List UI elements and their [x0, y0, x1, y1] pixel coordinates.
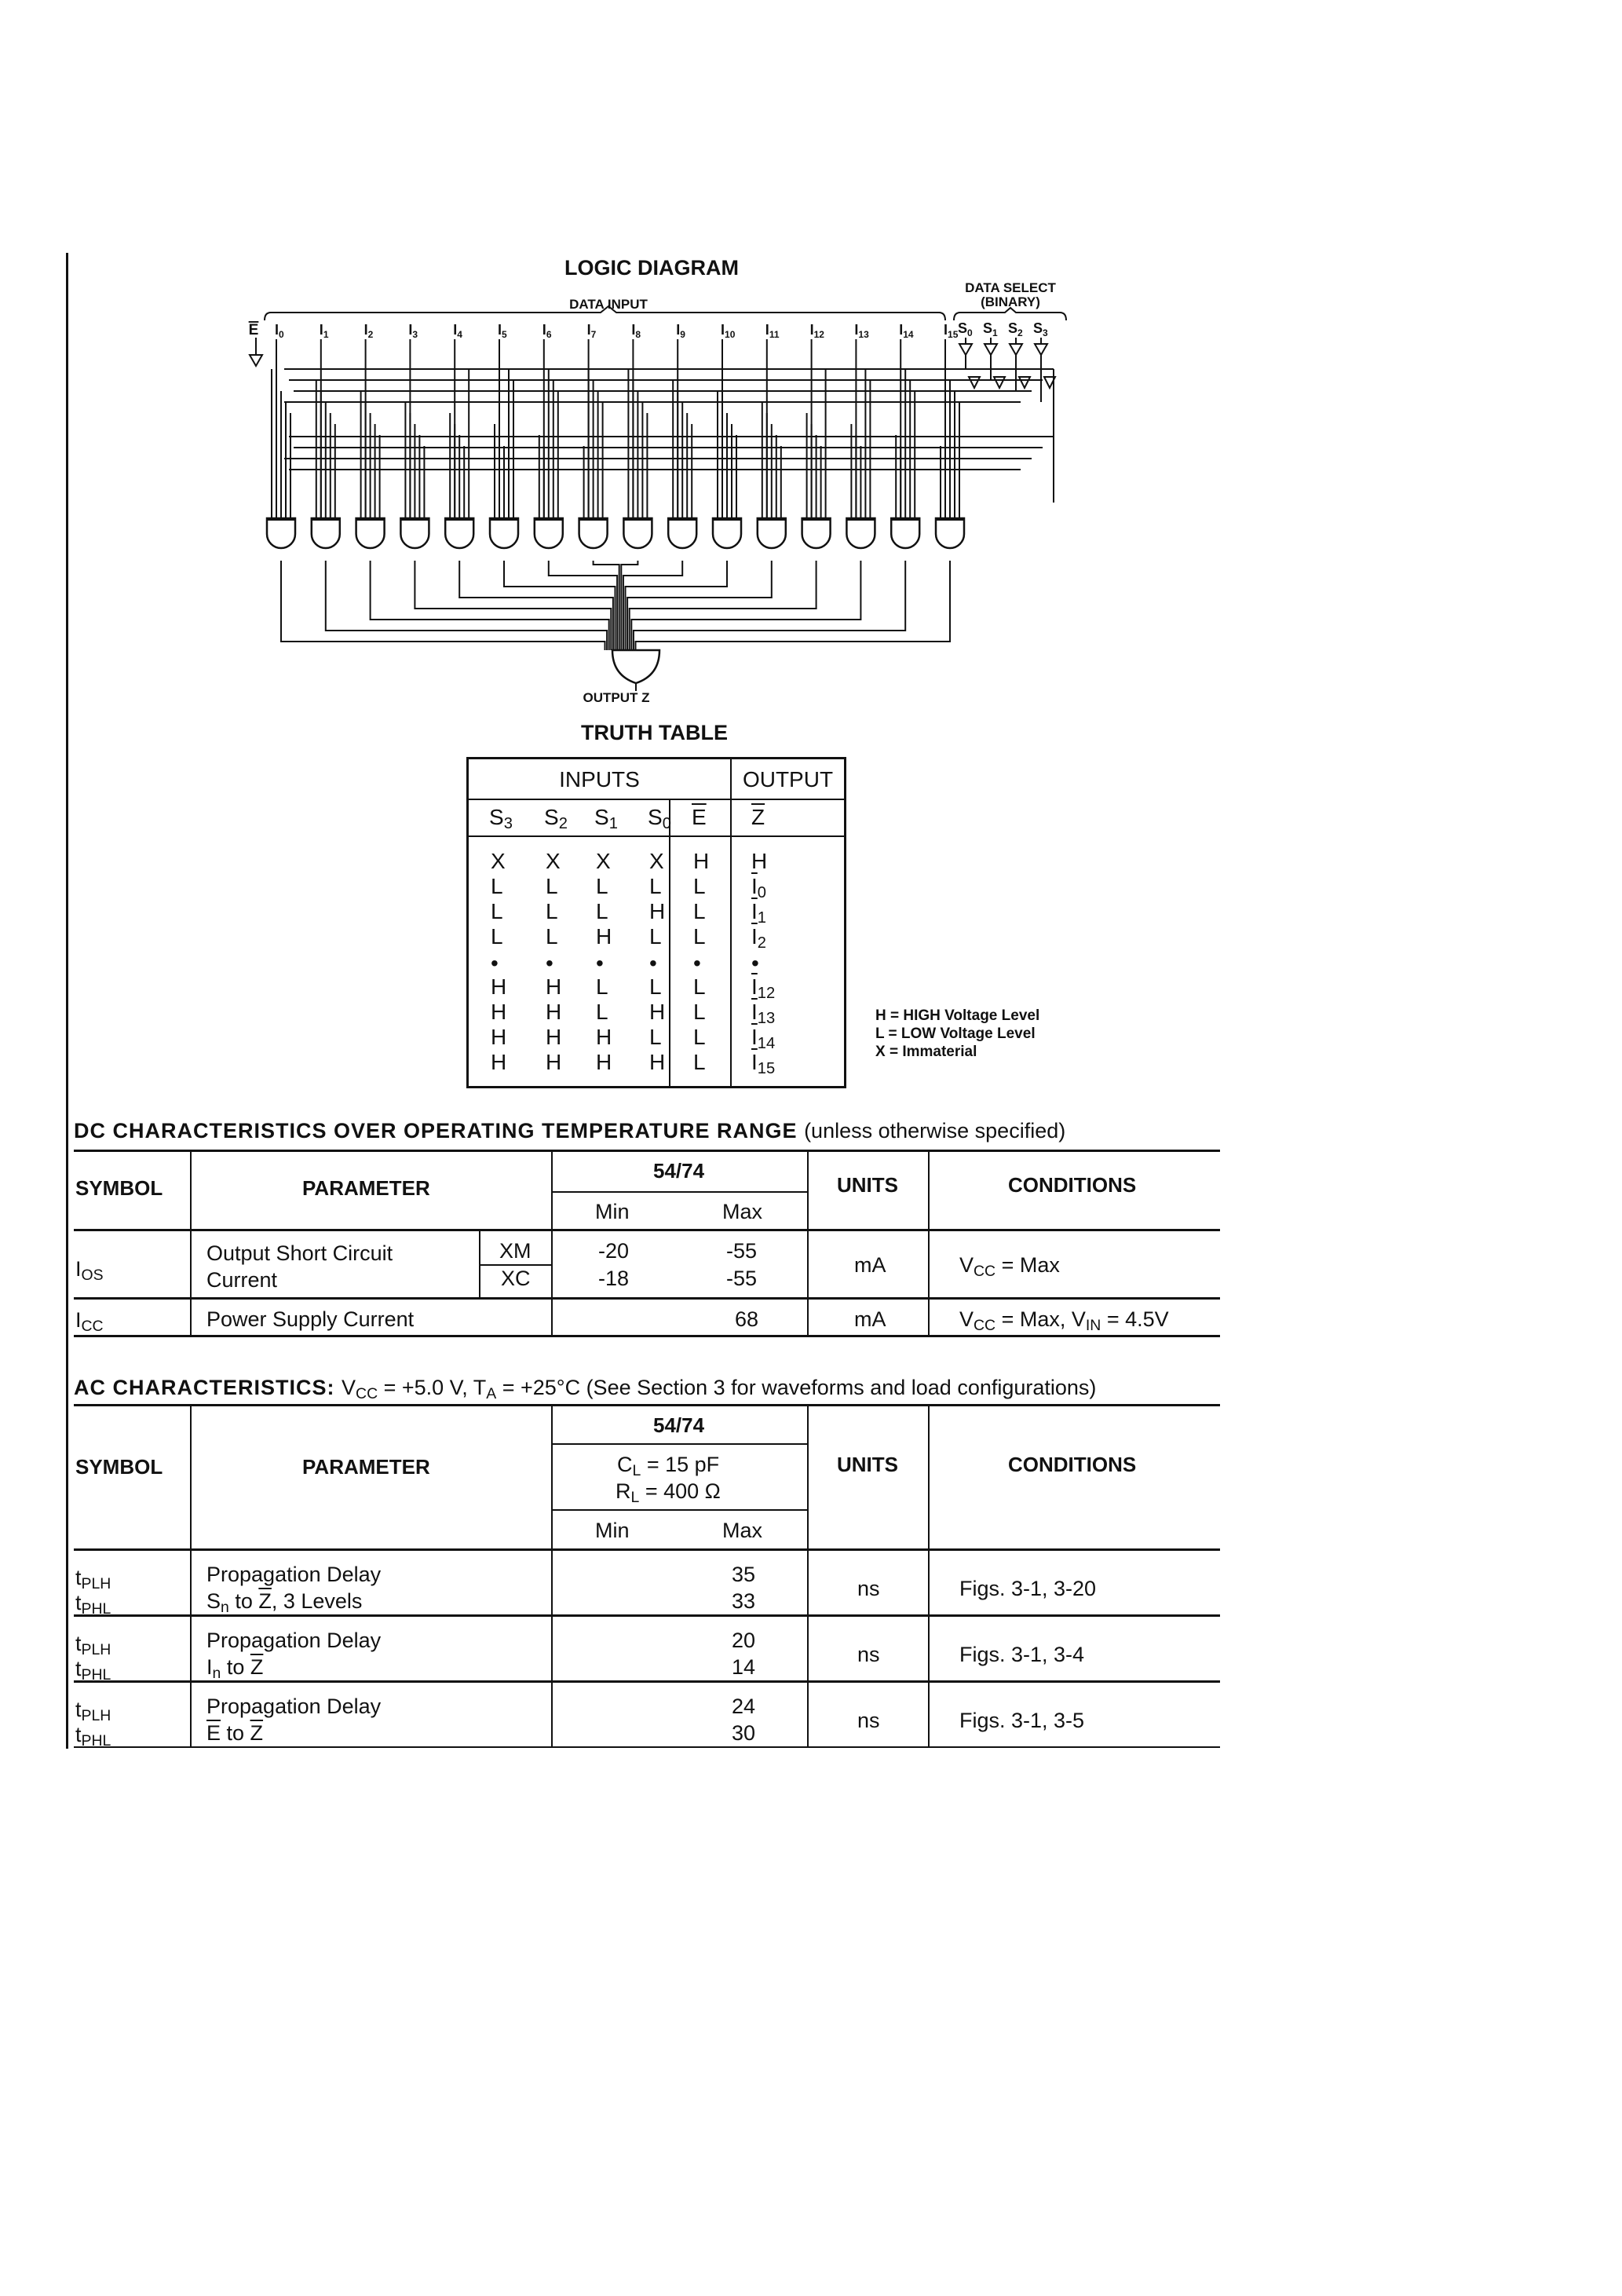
and-gate-6	[535, 518, 563, 548]
dc-parameter-header: PARAMETER	[302, 1176, 430, 1200]
select-inverter-1	[994, 377, 1005, 388]
tt-col-s0: $S_0$	[648, 805, 671, 833]
tt-cell: H	[546, 974, 562, 999]
ac-cl: $C_L = 15$ pF	[617, 1453, 720, 1479]
dc-xm-min: -20	[598, 1239, 630, 1263]
ac-title-note: $V_{CC} = +5.0$ V, $T_A = +25^\circ C$ (See Section 3 for waveforms and load configurations)	[342, 1376, 1097, 1402]
ac-row-0-max2: 33	[732, 1589, 756, 1613]
output-or-gate	[612, 650, 659, 683]
ac-row-2-sym2: $t_{PHL}$	[75, 1723, 111, 1749]
tt-cell: •	[491, 951, 499, 975]
and-gate-12	[802, 518, 831, 548]
ac-symbol-header: SYMBOL	[75, 1455, 163, 1479]
ac-row-1-param2: $I_n$ to $\overline{Z}$	[206, 1655, 264, 1682]
and-gate-8	[623, 518, 652, 548]
and-gate-15	[936, 518, 964, 548]
data-input-label: DATA INPUT	[569, 297, 648, 312]
dc-icc-conditions: $V_{CC}$ = Max, $V_{IN} = 4.5V$	[959, 1307, 1169, 1334]
tt-header-rule	[469, 799, 844, 800]
tt-cell: H	[596, 1025, 612, 1049]
and-gate-0	[267, 518, 295, 548]
and-gate-11	[758, 518, 786, 548]
dc-units-header: UNITS	[837, 1173, 898, 1197]
tt-cell: L	[693, 1025, 706, 1049]
input-label-15: $I_{15}$	[944, 322, 959, 340]
ac-title-text: AC CHARACTERISTICS:	[74, 1376, 335, 1399]
tt-cell: L	[649, 924, 662, 949]
tt-cell: $\overline{I}_{14}$	[751, 1025, 776, 1053]
ac-row-2-param1: Propagation Delay	[206, 1695, 382, 1718]
tt-cell: •	[751, 951, 759, 975]
select-buffer-2	[1010, 344, 1022, 355]
tt-col-s2: $S_2$	[544, 805, 568, 833]
gate-output-11	[627, 561, 772, 650]
and-gate-3	[400, 518, 429, 548]
tt-cell: H	[596, 924, 612, 949]
dc-vline-1	[190, 1150, 192, 1335]
tt-col-e: $\overline{E}$	[692, 805, 707, 829]
input-label-6: $I_6$	[542, 322, 552, 340]
dc-vline-3	[807, 1150, 809, 1335]
select-buffer-3	[1035, 344, 1047, 355]
dc-vline-2	[551, 1150, 553, 1335]
tt-cell: L	[596, 899, 608, 923]
wiring	[250, 338, 1054, 650]
input-label-4: $I_4$	[453, 322, 462, 340]
tt-cell: H	[491, 1000, 507, 1024]
gate-output-4	[459, 561, 613, 650]
input-label-7: $I_7$	[586, 322, 597, 340]
ac-row-2-units: ns	[857, 1709, 880, 1732]
ac-load-rule	[551, 1509, 807, 1511]
dc-ios-param-1: Output Short Circuit	[206, 1241, 393, 1265]
tt-cell: H	[751, 849, 768, 873]
ac-row-0-param2: $S_n$ to $\overline{Z}$, 3 Levels	[206, 1589, 363, 1616]
ac-row-1-conditions: Figs. 3-1, 3-4	[959, 1643, 1085, 1666]
input-labels	[275, 322, 959, 340]
ac-row-2-sym1: $t_{PLH}$	[75, 1698, 111, 1724]
ac-row-0-param1: Propagation Delay	[206, 1563, 382, 1586]
and-gate-2	[356, 518, 385, 548]
dc-xm-max: -55	[726, 1239, 758, 1263]
ac-units-header: UNITS	[837, 1453, 898, 1476]
tt-cell: L	[491, 874, 503, 898]
dc-xc: XC	[501, 1267, 531, 1290]
input-label-10: $I_{10}$	[721, 322, 736, 340]
tt-col-rule	[469, 835, 844, 837]
dc-bottom-rule	[74, 1335, 1220, 1337]
tt-col-s3: $S_3$	[489, 805, 513, 833]
dc-ios-conditions: $V_{CC}$ = Max	[959, 1253, 1060, 1280]
tt-cell: $\overline{I}_{13}$	[751, 1000, 776, 1028]
tt-cell: L	[649, 874, 662, 898]
tt-cell: L	[491, 899, 503, 923]
ac-row-0-sym1: $t_{PLH}$	[75, 1566, 111, 1592]
select-label-2: $S_2$	[1008, 320, 1023, 338]
ac-row-1-sym1: $t_{PLH}$	[75, 1632, 111, 1658]
tt-cell: L	[693, 874, 706, 898]
ac-row-2-conditions: Figs. 3-1, 3-5	[959, 1709, 1085, 1732]
tt-cell: H	[649, 899, 666, 923]
tt-cell: •	[546, 951, 553, 975]
input-label-11: $I_{11}$	[765, 322, 780, 340]
legend-low: L = LOW Voltage Level	[875, 1026, 1036, 1042]
ac-vline-3	[807, 1404, 809, 1746]
ac-vline-1	[190, 1404, 192, 1746]
dc-title	[74, 1119, 1065, 1143]
tt-cell: •	[693, 951, 701, 975]
gate-output-1	[326, 561, 607, 650]
select-buffer-0	[959, 344, 972, 355]
tt-cell: •	[649, 951, 657, 975]
legend-immaterial: X = Immaterial	[875, 1044, 977, 1060]
gate-output-3	[415, 561, 611, 650]
and-gate-7	[579, 518, 608, 548]
input-label-9: $I_9$	[676, 322, 685, 340]
gate-output-13	[631, 561, 860, 650]
tt-cell: H	[491, 1050, 507, 1074]
tt-cell: L	[693, 924, 706, 949]
tt-cell: L	[546, 924, 558, 949]
gate-output-14	[634, 561, 905, 650]
logic-diagram	[0, 0, 1622, 738]
dc-icc-units: mA	[854, 1307, 886, 1331]
tt-cell: L	[491, 924, 503, 949]
ac-range-rule	[551, 1443, 807, 1445]
select-label-3: $S_3$	[1033, 320, 1048, 338]
tt-cell: $\overline{I}_{12}$	[751, 974, 776, 1003]
dc-range-header: 54/74	[653, 1159, 705, 1183]
and-gate-5	[490, 518, 518, 548]
enable-buffer	[250, 355, 262, 366]
tt-cell: L	[649, 974, 662, 999]
input-label-8: $I_8$	[631, 322, 641, 340]
dc-header-bottom-rule	[74, 1229, 1220, 1231]
dc-ios-param-2: Current	[206, 1268, 278, 1292]
dc-conditions-header: CONDITIONS	[1008, 1173, 1137, 1197]
tt-cell: L	[693, 1050, 706, 1074]
dc-icc-parameter: Power Supply Current	[206, 1307, 415, 1331]
tt-output-header: OUTPUT	[742, 767, 834, 792]
tt-cell: L	[649, 1025, 662, 1049]
ac-title	[74, 1376, 1096, 1403]
tt-cell: L	[546, 899, 558, 923]
tt-cell: H	[596, 1050, 612, 1074]
input-label-3: $I_3$	[408, 322, 418, 340]
tt-cell: $\overline{I}_0$	[751, 874, 766, 902]
gate-output-0	[281, 561, 605, 650]
dc-xc-min: -18	[598, 1267, 630, 1290]
tt-cell: H	[693, 849, 710, 873]
legend-high: H = HIGH Voltage Level	[875, 1007, 1040, 1024]
ac-header-bottom-rule	[74, 1548, 1220, 1551]
tt-cell: X	[596, 849, 611, 873]
tt-cell: H	[649, 1000, 666, 1024]
select-buffer-1	[985, 344, 997, 355]
tt-cell: H	[649, 1050, 666, 1074]
data-select-brace	[954, 308, 1066, 320]
and-gate-1	[312, 518, 340, 548]
ac-row-2-max2: 30	[732, 1721, 756, 1745]
ac-row-0-conditions: Figs. 3-1, 3-20	[959, 1577, 1097, 1600]
ac-row-0-sym2: $t_{PHL}$	[75, 1591, 111, 1618]
ac-parameter-header: PARAMETER	[302, 1455, 430, 1479]
ac-vline-4	[928, 1404, 930, 1746]
input-label-0: $I_0$	[275, 322, 284, 340]
dc-title-text: DC CHARACTERISTICS OVER OPERATING TEMPERATURE RANGE	[74, 1119, 798, 1143]
tt-cell: $\overline{I}_2$	[751, 924, 766, 952]
ac-min-header: Min	[595, 1519, 630, 1542]
ac-row-2-param2: $\overline{E}$ to $\overline{Z}$	[206, 1721, 264, 1745]
ac-row-0-units: ns	[857, 1577, 880, 1600]
select-label-1: $S_1$	[983, 320, 998, 338]
tt-cell: L	[546, 874, 558, 898]
ac-row-2-max1: 24	[732, 1695, 756, 1718]
tt-col-z: $\overline{Z}$	[751, 805, 765, 829]
input-label-12: $I_{12}$	[809, 322, 824, 340]
tt-col-s1: $S_1$	[594, 805, 618, 833]
and-gate-10	[713, 518, 741, 548]
input-label-2: $I_2$	[363, 322, 374, 340]
dc-symbol-header: SYMBOL	[75, 1176, 163, 1200]
ac-max-header: Max	[722, 1519, 763, 1542]
ac-row-1-sym2: $t_{PHL}$	[75, 1657, 111, 1684]
truth-table	[466, 757, 846, 1088]
dc-xm: XM	[499, 1239, 532, 1263]
ac-row-1-max1: 20	[732, 1629, 756, 1652]
tt-cell: $\overline{I}_1$	[751, 899, 766, 927]
tt-cell: L	[596, 874, 608, 898]
tt-cell: L	[693, 1000, 706, 1024]
gate-output-5	[504, 561, 616, 650]
enable-label: E	[248, 322, 259, 338]
select-label-0: $S_0$	[958, 320, 973, 338]
tt-output-divider	[730, 759, 732, 1086]
dc-xc-max: -55	[726, 1267, 758, 1290]
input-label-1: $I_1$	[319, 322, 329, 340]
tt-cell: X	[649, 849, 664, 873]
truth-table-title: TRUTH TABLE	[581, 721, 728, 744]
binary-label: (BINARY)	[981, 294, 1040, 309]
tt-cell: H	[491, 1025, 507, 1049]
tt-cell: H	[491, 974, 507, 999]
input-label-13: $I_{13}$	[854, 322, 869, 340]
logic-diagram-title: LOGIC DIAGRAM	[564, 256, 739, 280]
tt-cell: H	[546, 1050, 562, 1074]
dc-vline-xm	[479, 1229, 480, 1297]
output-label: OUTPUT Z	[583, 690, 650, 705]
and-gates	[267, 518, 964, 548]
tt-cell: L	[693, 899, 706, 923]
ac-bottom-rule	[74, 1746, 1220, 1748]
ac-range-header: 54/74	[653, 1413, 705, 1437]
tt-cell: L	[693, 974, 706, 999]
gate-output-10	[626, 561, 728, 650]
dc-icc-symbol: $I_{CC}$	[75, 1308, 104, 1335]
ac-row-1-units: ns	[857, 1643, 880, 1666]
dc-vline-4	[928, 1150, 930, 1335]
dc-ios-symbol: $I_{OS}$	[75, 1257, 104, 1284]
dc-xm-xc-rule	[479, 1264, 551, 1266]
dc-row-rule	[74, 1297, 1220, 1300]
and-gate-14	[891, 518, 919, 548]
select-inverter-0	[969, 377, 980, 388]
ac-top-rule	[74, 1404, 1220, 1406]
input-label-14: $I_{14}$	[899, 322, 914, 340]
tt-cell: H	[546, 1025, 562, 1049]
tt-cell: L	[596, 974, 608, 999]
dc-top-rule	[74, 1150, 1220, 1152]
and-gate-13	[846, 518, 875, 548]
dc-range-rule	[551, 1191, 807, 1193]
gate-output-2	[371, 561, 609, 650]
data-select-label: DATA SELECT	[965, 280, 1056, 295]
tt-cell: L	[596, 1000, 608, 1024]
ac-row-0-max1: 35	[732, 1563, 756, 1586]
tt-cell: X	[491, 849, 506, 873]
tt-cell: X	[546, 849, 561, 873]
dc-ios-units: mA	[854, 1253, 886, 1277]
dc-icc-max: 68	[735, 1307, 759, 1331]
and-gate-4	[445, 518, 473, 548]
select-inverter-2	[1019, 377, 1030, 388]
ac-conditions-header: CONDITIONS	[1008, 1453, 1137, 1476]
dc-title-note: (unless otherwise specified)	[804, 1119, 1066, 1143]
input-label-5: $I_5$	[498, 322, 507, 340]
ac-vline-2	[551, 1404, 553, 1746]
dc-min-header: Min	[595, 1200, 630, 1223]
and-gate-9	[668, 518, 696, 548]
ac-row-1-max2: 14	[732, 1655, 756, 1679]
tt-cell: •	[596, 951, 604, 975]
data-input-brace	[265, 306, 945, 320]
tt-cell: H	[546, 1000, 562, 1024]
ac-row-1-param1: Propagation Delay	[206, 1629, 382, 1652]
gate-output-12	[630, 561, 816, 650]
tt-cell: $\overline{I}_{15}$	[751, 1050, 776, 1078]
tt-inputs-header: INPUTS	[559, 767, 640, 792]
dc-max-header: Max	[722, 1200, 763, 1223]
ac-rl: $R_L = 400$ Ω	[616, 1479, 721, 1506]
